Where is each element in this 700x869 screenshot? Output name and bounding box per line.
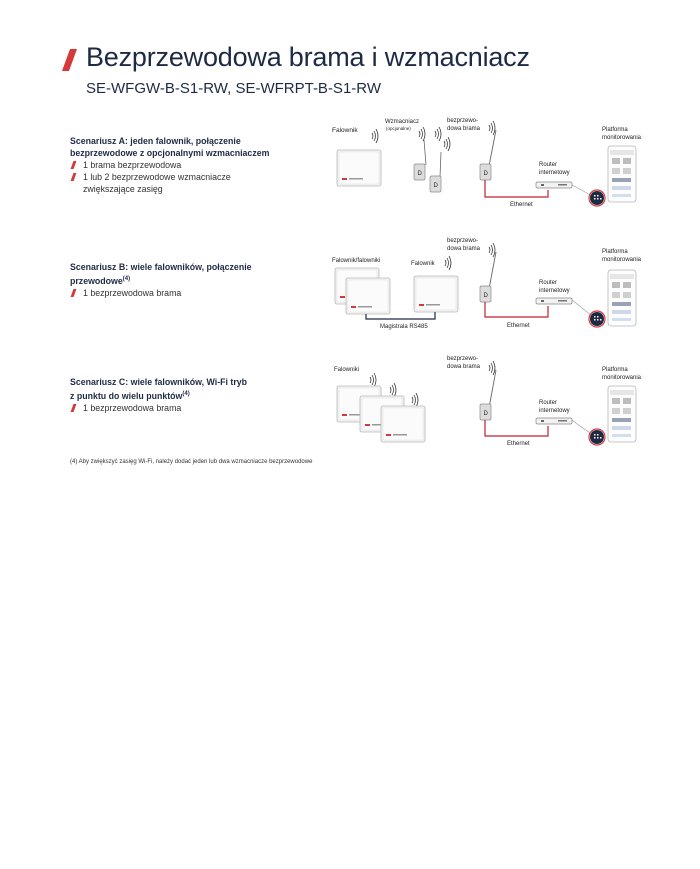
repeater-antenna [424,140,426,165]
router-icon [536,418,572,424]
ethernet-label: Ethernet [507,441,530,447]
gateway-antenna [489,130,496,166]
scenario-a-title: Scenariusz A: jeden falownik, połączenie bezprzewodowe z opcjonalnymi wzmacniaczem [70,136,270,158]
wifi-waves-icon [412,393,418,407]
scenario-b-diagram [332,238,642,330]
gateway-label: dowa brama [447,364,481,370]
scenario-c-title: Scenariusz C: wiele falowników, Wi-Fi tryb z punktu do wielu punktów$^{(4)}$ [70,377,248,401]
router-label: Router [539,400,558,406]
link-line [572,420,592,434]
platform-label: Platforma [602,249,628,255]
wifi-waves-icon [435,127,441,141]
wifi-waves-icon [372,129,378,143]
gateway-icon [480,404,491,420]
gateway-label: bezprzewo- [447,118,479,124]
link-line [572,185,592,196]
repeater-sublabel: (opcjonalne) [386,126,411,131]
inverters-label: Falownik/falowniki [332,258,381,264]
list-item: 1 bezprzewodowa brama [70,287,320,299]
phone-icon [608,386,636,442]
link-line [572,300,592,316]
ethernet-label: Ethernet [510,202,533,208]
gateway-icon [480,286,491,302]
router-icon [536,182,572,188]
router-label: internetowy [539,170,570,176]
monitoring-badge-icon [589,429,605,445]
router-label: internetowy [539,408,570,414]
list-item: 1 lub 2 bezprzewodowe wzmacniacze [70,171,320,183]
scenario-b-title: Scenariusz B: wiele falowników, połączenie przewodowe$^{(4)}$ [70,262,252,286]
wifi-waves-icon [489,121,495,135]
repeater-antenna [440,152,441,177]
platform-label: Platforma [602,367,628,373]
scenario-c-diagram [334,356,642,447]
repeater-icon [414,164,425,180]
wifi-waves-icon [419,127,425,141]
wifi-waves-icon [390,383,396,397]
inverter-icon [414,276,458,312]
router-icon [536,298,572,304]
router-label: Router [539,162,558,168]
bus-label: Magistrala RS485 [380,324,428,330]
gateway-label: dowa brama [447,126,481,132]
list-item: zwiększające zasięg [83,184,163,194]
footnote: (4) Aby zwiększyć zasięg Wi-Fi, należy dodać jeden lub dwa wzmacniacze bezprzewodowe [70,459,313,465]
monitoring-badge-icon [589,311,605,327]
gateway-label: bezprzewo- [447,356,479,362]
platform-label: Platforma [602,127,628,133]
repeater-label: Wzmacniacz [385,119,420,125]
inverters-label: Falowniki [334,367,360,373]
list-item: 1 bezprzewodowa brama [70,402,320,414]
wifi-waves-icon [444,137,450,151]
repeater-icon [430,176,441,192]
monitoring-badge-icon [589,190,605,206]
platform-label: monitorowania [602,135,642,141]
wifi-waves-icon [445,256,451,270]
wifi-waves-icon [489,243,495,257]
inverter-label: Falownik [332,127,358,134]
wifi-waves-icon [489,361,495,375]
gateway-label: dowa brama [447,246,481,252]
platform-label: monitorowania [602,375,642,381]
page-subtitle: SE-WFGW-B-S1-RW, SE-WFRPT-B-S1-RW [86,80,381,97]
inverter-icon [346,278,390,314]
list-item: 1 brama bezprzewodowa [70,159,320,171]
phone-icon [608,270,636,326]
page-title: Bezprzewodowa brama i wzmacniacz [86,42,530,72]
gateway-antenna [489,252,496,289]
router-label: internetowy [539,288,570,294]
inverter-label: Falownik [411,261,435,267]
scenario-a-diagram [332,118,642,208]
inverter-icon [337,150,381,186]
ethernet-label: Ethernet [507,323,530,329]
wifi-waves-icon [370,373,376,387]
inverter-icon [381,406,425,442]
gateway-label: bezprzewo- [447,238,479,244]
diagrams: D Falownik Wzmacniacz (opcjonalne) bezprzewo- dowa brama Ethernet Router internetowy Platforma monitorowania Falownik/falowniki Falownik Magistrala RS485 bezprzewo- dowa brama Ethernet Router internetowy Platforma monitorowania Falowniki bezprzewo- dowa brama Ethernet Router internetowy Platforma monitorowania [3,7,642,447]
gateway-antenna [489,370,496,408]
phone-icon [608,146,636,202]
router-label: Router [539,280,558,286]
platform-label: monitorowania [602,257,642,263]
gateway-icon [480,164,491,180]
